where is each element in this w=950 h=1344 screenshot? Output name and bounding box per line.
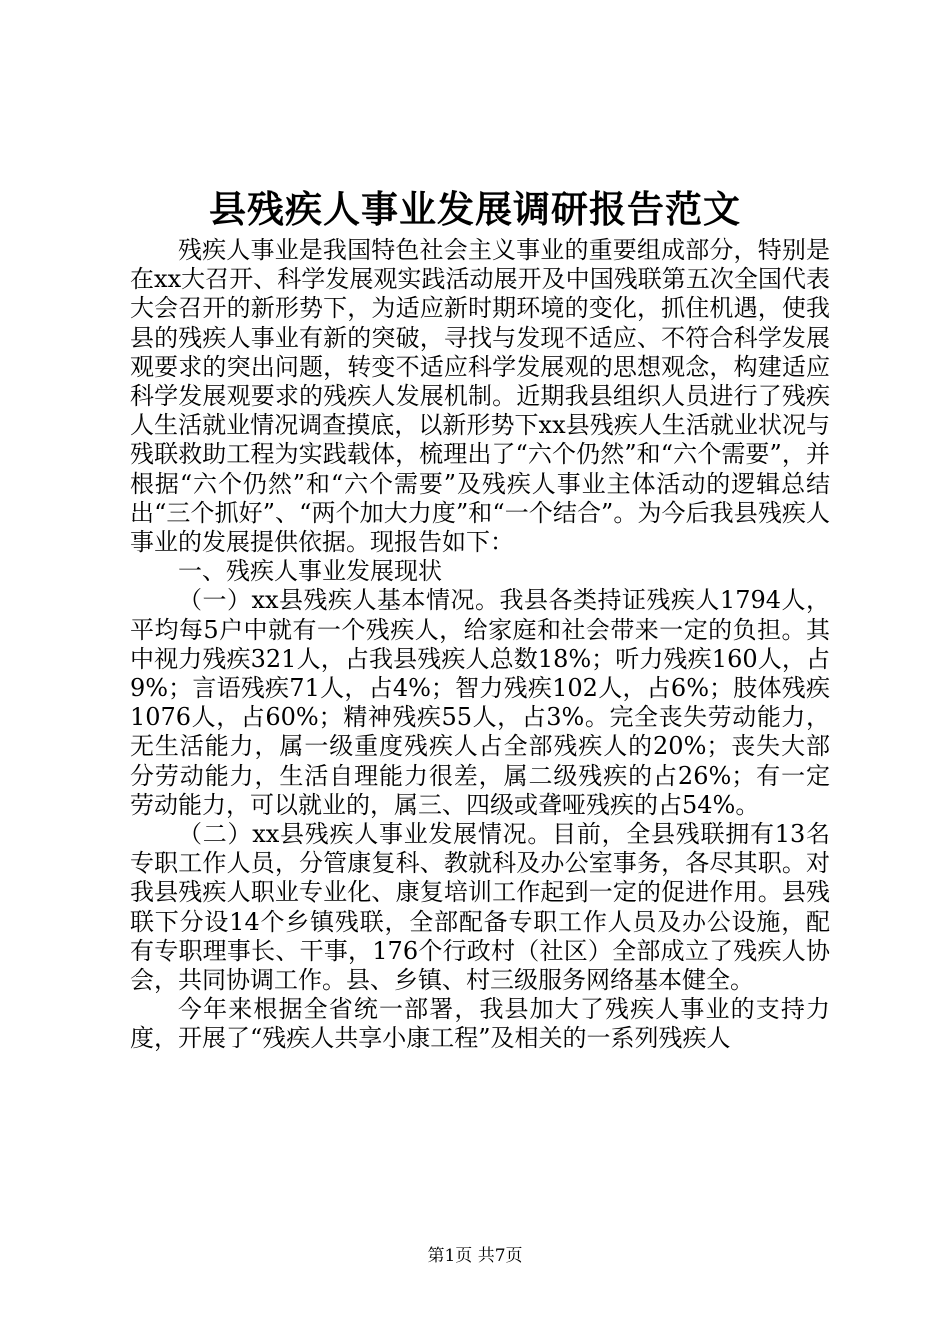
document-body	[130, 236, 830, 1054]
support-efforts-paragraph: 今年来根据全省统一部署，我县加大了残疾人事业的支持力度，开展了“残疾人共享小康工程”及相关的一系列残疾人	[130, 995, 830, 1053]
basic-situation-paragraph: （一）xx县残疾人基本情况。我县各类持证残疾人1794人，平均每5户中就有一个残疾人，给家庭和社会带来一定的负担。其中视力残疾321人，占我县残疾人总数18%；听力残疾160人，占9%；言语残疾71人，占4%；智力残疾102人，占6%；肢体残疾1076人，占60%；精神残疾55人，占3%。完全丧失劳动能力，无生活能力，属一级重度残疾人占全部残疾人的20%；丧失大部分劳动能力，生活自理能力很差，属二级残疾的占26%；有一定劳动能力，可以就业的，属三、四级或聋哑残疾的占54%。	[130, 586, 830, 819]
section-heading-current-status: 一、残疾人事业发展现状	[178, 557, 442, 586]
development-situation-paragraph: （二）xx县残疾人事业发展情况。目前，全县残联拥有13名专职工作人员，分管康复科、教就科及办公室事务，各尽其职。对我县残疾人职业专业化、康复培训工作起到一定的促进作用。县残联下分设14个乡镇残联，全部配备专职工作人员及办公设施，配有专职理事长、干事，176个行政村（社区）全部成立了残疾人协会，共同协调工作。县、乡镇、村三级服务网络基本健全。	[130, 820, 830, 995]
document-title: 县残疾人事业发展调研报告范文	[209, 187, 741, 231]
page-footer: 第1页 共7页	[427, 1246, 523, 1266]
intro-paragraph: 残疾人事业是我国特色社会主义事业的重要组成部分，特别是在xx大召开、科学发展观实践活动展开及中国残联第五次全国代表大会召开的新形势下，为适应新时期环境的变化，抓住机遇，使我县的残疾人事业有新的突破，寻找与发现不适应、不符合科学发展观要求的突出问题，转变不适应科学发展观的思想观念，构建适应科学发展观要求的残疾人发展机制。近期我县组织人员进行了残疾人生活就业情况调查摸底，以新形势下xx县残疾人生活就业状况与残联救助工程为实践载体，梳理出了“六个仍然”和“六个需要”，并根据“六个仍然”和“六个需要”及残疾人事业主体活动的逻辑总结出“三个抓好”、“两个加大力度”和“一个结合”。为今后我县残疾人事业的发展提供依据。现报告如下：	[130, 236, 830, 557]
